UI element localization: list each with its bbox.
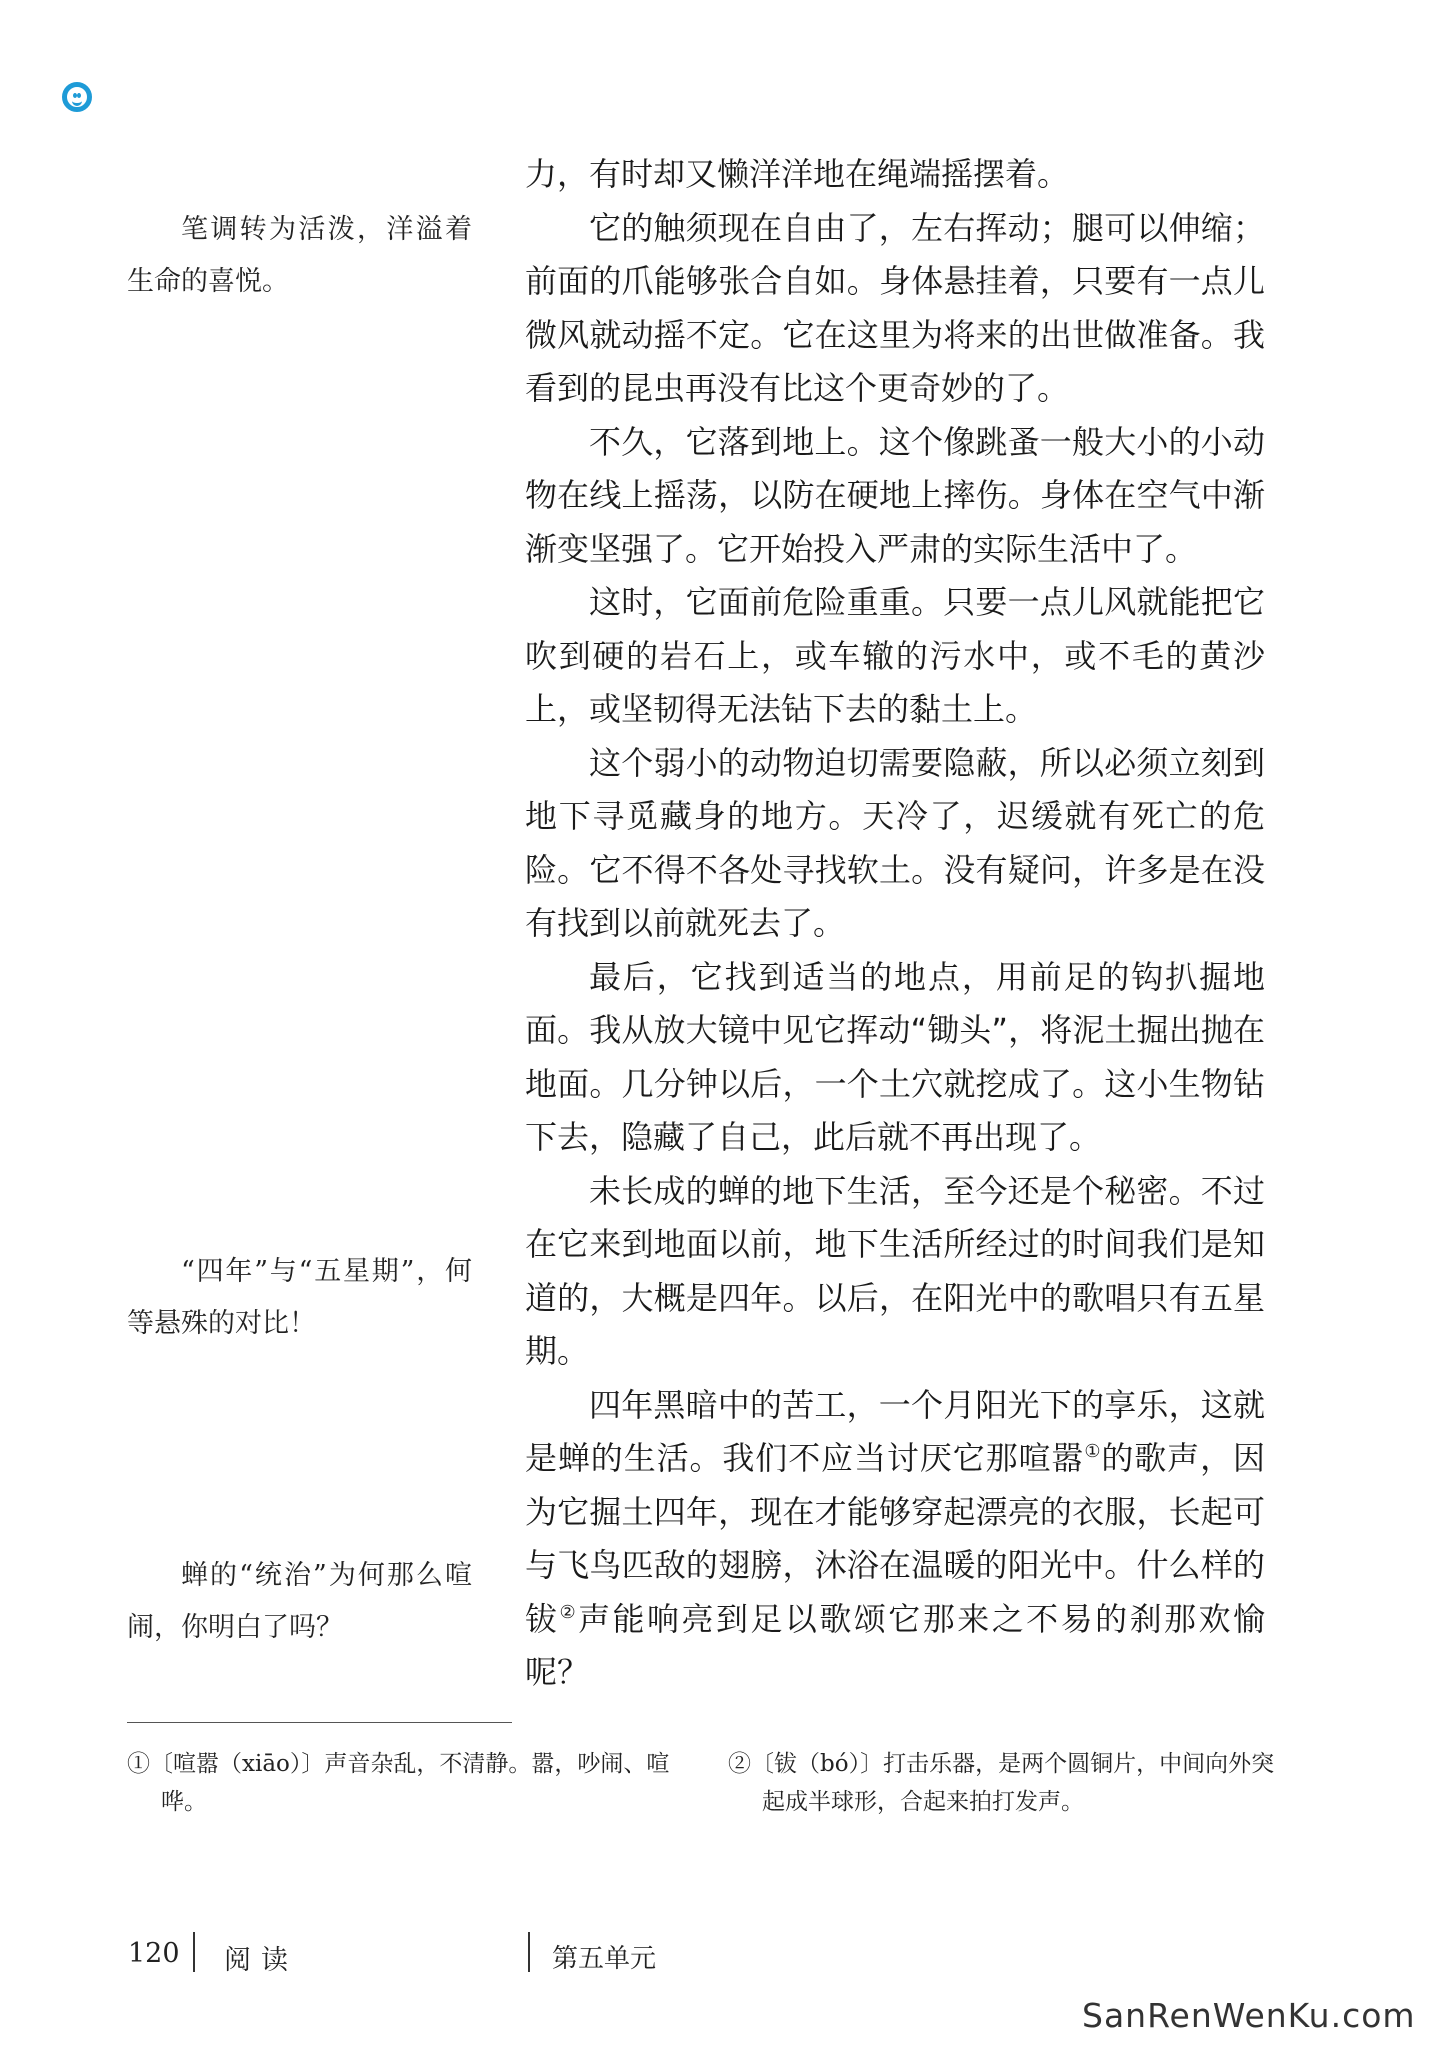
page-number: 120 — [128, 1938, 180, 1969]
footer-divider — [193, 1932, 195, 1972]
text-segment: 四年黑暗中的苦工，一个月阳光下的享乐，这就是蝉的生活。我们不应当讨厌它那喧嚣 — [525, 1385, 1265, 1477]
paragraph: 不久，它落到地上。这个像跳蚤一般大小的小动物在线上摇荡，以防在硬地上摔伤。身体在空气中渐渐变坚强了。它开始投入严肃的实际生活中了。 — [525, 422, 1265, 568]
paragraph: 力，有时却又懒洋洋地在绳端摇摆着。 — [525, 155, 1070, 193]
section-label: 阅读 — [224, 1945, 298, 1976]
footnote-1: ①〔喧嚣（xiāo）〕声音杂乱，不清静。嚣，吵闹、喧哗。 — [127, 1751, 670, 1815]
paragraph: 未长成的蝉的地下生活，至今还是个秘密。不过在它来到地面以前，地下生活所经过的时间我们是知道的，大概是四年。以后，在阳光中的歌唱只有五星期。 — [525, 1171, 1265, 1370]
paragraph: 它的触须现在自由了，左右挥动；腿可以伸缩；前面的爪能够张合自如。身体悬挂着，只要有一点儿微风就动摇不定。它在这里为将来的出世做准备。我看到的昆虫再没有比这个更奇妙的了。 — [525, 208, 1265, 407]
footer-divider — [528, 1932, 530, 1972]
paragraph: 最后，它找到适当的地点，用前足的钩扒掘地面。我从放大镜中见它挥动“锄头”，将泥土掘出抛在地面。几分钟以后，一个土穴就挖成了。这小生物钻下去，隐藏了自己，此后就不再出现了。 — [525, 957, 1265, 1156]
paragraph-last — [525, 1379, 1265, 1700]
paragraph: 这时，它面前危险重重。只要一点儿风就能把它吹到硬的岩石上，或车辙的污水中，或不毛的黄沙上，或坚韧得无法钻下去的黏土上。 — [525, 583, 1265, 728]
text-segment: 的歌声，因为它掘土四年，现在才能够穿起漂亮的衣服，长起可与飞鸟匹敌的翅膀，沐浴在温暖的阳光中。什么样的钹 — [525, 1439, 1265, 1638]
footnote-ref-1: ① — [1084, 1441, 1102, 1462]
unit-label: 第五单元 — [552, 1944, 657, 1974]
text-segment: 声能响亮到足以歌颂它那来之不易的刹那欢愉呢？ — [525, 1599, 1265, 1691]
watermark: SanRenWenKu.com — [1082, 1996, 1416, 2035]
main-text — [525, 148, 1265, 1700]
footnote-2: ②〔钹（bó）〕打击乐器，是两个圆铜片，中间向外突起成半球形，合起来拍打发声。 — [728, 1751, 1275, 1815]
paragraph: 这个弱小的动物迫切需要隐蔽，所以必须立刻到地下寻觅藏身的地方。天冷了，迟缓就有死亡的危险。它不得不各处寻找软土。没有疑问，许多是在没有找到以前就死去了。 — [525, 743, 1265, 942]
margin-note-1: 笔调转为活泼，洋溢着生命的喜悦。 — [127, 214, 472, 297]
smiley-icon — [62, 82, 92, 112]
footnote-divider — [127, 1722, 512, 1723]
margin-note-3: 蝉的“统治”为何那么喧闹，你明白了吗？ — [127, 1560, 472, 1643]
margin-note-2: “四年”与“五星期”，何等悬殊的对比！ — [127, 1256, 472, 1339]
footnote-ref-2: ② — [559, 1601, 579, 1623]
